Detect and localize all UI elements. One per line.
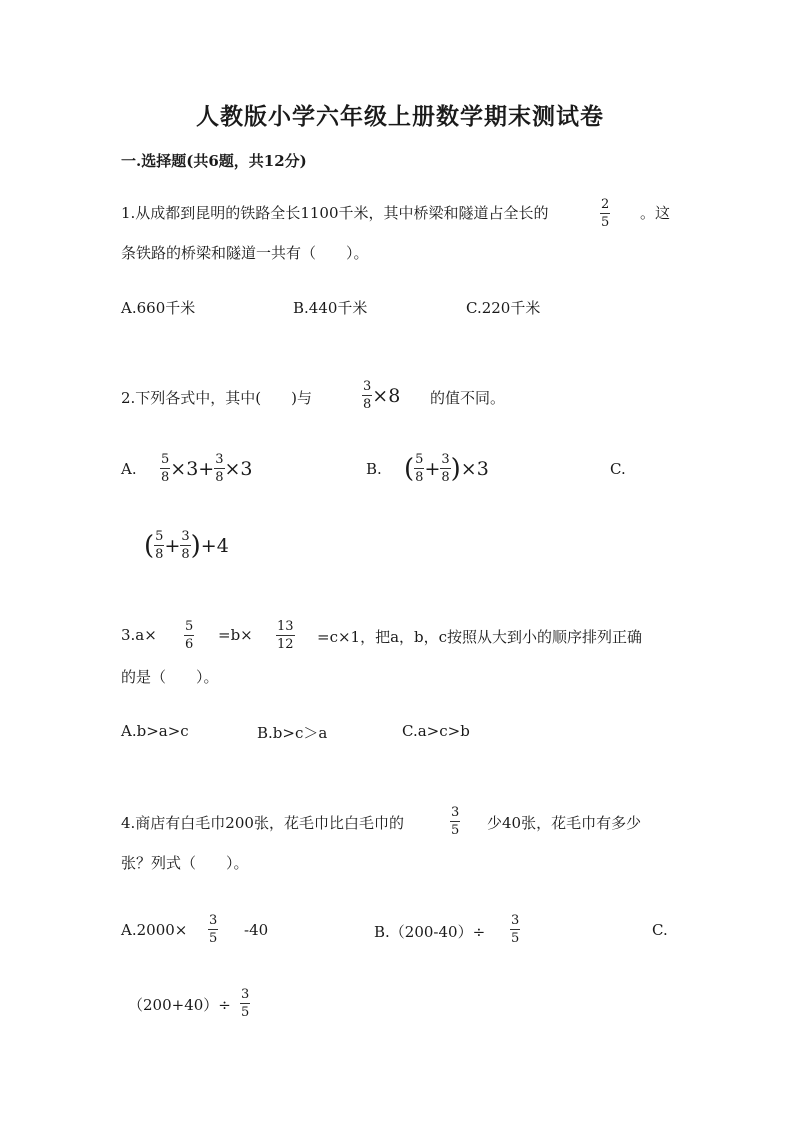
q3-option-a[interactable]: A.b>a>c [121, 722, 189, 740]
q3-option-b[interactable]: B.b>c＞a [257, 724, 328, 742]
q4-text-a: 4.商店有白毛巾200张，花毛巾比白毛巾的 [121, 814, 404, 832]
close-paren: ) [190, 530, 201, 561]
q4-option-b-pre[interactable]: B.（200-40）÷ [374, 923, 486, 941]
q4-option-a-pre[interactable]: A.2000× [121, 921, 188, 939]
fraction-denominator: 8 [363, 397, 372, 412]
fraction-denominator: 5 [209, 931, 218, 946]
fraction-numerator: 13 [277, 619, 294, 634]
q4-option-c-pre[interactable]: （200+40）÷ [128, 996, 231, 1014]
fraction-numerator: 3 [215, 452, 224, 467]
q2-option-a-label[interactable]: A. [121, 460, 137, 478]
fraction-numerator: 3 [181, 529, 190, 544]
open-paren: ( [404, 453, 415, 484]
q1-text-line1: 1.从成都到昆明的铁路全长1100千米，其中桥梁和隧道占全长的 [121, 204, 549, 222]
q3-fraction-2 [276, 620, 295, 651]
close-paren: ) [450, 453, 461, 484]
q2-option-b-expr[interactable] [404, 453, 489, 484]
fraction-numerator: 5 [161, 452, 170, 467]
expr-part: ×3+ [170, 457, 215, 480]
q3-fraction-1 [184, 620, 194, 651]
q1-fraction [600, 198, 610, 229]
fraction-numerator: 3 [441, 452, 450, 467]
q3-text-d: 的是（ ）。 [121, 668, 219, 686]
fraction-denominator: 8 [415, 470, 424, 485]
q4-text-c: 张？列式（ ）。 [121, 854, 249, 872]
fraction-denominator: 5 [451, 823, 460, 838]
q3-text-b: =b× [218, 626, 253, 644]
fraction [600, 198, 610, 229]
fraction-numerator: 3 [209, 913, 218, 928]
fraction-denominator: 12 [277, 637, 294, 652]
fraction-numerator: 5 [155, 529, 164, 544]
fraction-denominator: 5 [601, 215, 610, 230]
fraction-numerator: 3 [241, 987, 250, 1002]
q4-option-c-fraction [240, 988, 250, 1019]
fraction-denominator: 5 [241, 1005, 250, 1020]
fraction-denominator: 6 [185, 637, 194, 652]
fraction-numerator: 3 [511, 913, 520, 928]
expr-part: +4 [200, 534, 229, 557]
q2-expression [362, 380, 400, 411]
plus-sign: + [424, 457, 441, 480]
q4-option-a-fraction [208, 914, 218, 945]
q2-option-b-label[interactable]: B. [366, 460, 382, 478]
fraction-numerator: 5 [415, 452, 424, 467]
fraction-denominator: 8 [441, 470, 450, 485]
section-heading: 一.选择题(共6题，共12分) [121, 152, 307, 170]
expr-part: ×3 [460, 457, 489, 480]
q4-option-a-post: -40 [244, 921, 269, 939]
fraction-denominator: 8 [181, 547, 190, 562]
q3-text-a: 3.a× [121, 626, 157, 644]
fraction-denominator: 5 [511, 931, 520, 946]
fraction-denominator: 8 [215, 470, 224, 485]
fraction-denominator: 8 [161, 470, 170, 485]
q3-text-c: =c×1，把a，b，c按照从大到小的顺序排列正确 [317, 628, 643, 646]
q1-text-tail: 。这 [640, 204, 671, 222]
fraction-numerator: 2 [601, 197, 610, 212]
q1-option-c[interactable]: C.220千米 [466, 299, 541, 317]
fraction-denominator: 8 [155, 547, 164, 562]
expr-part: ×3 [224, 457, 253, 480]
open-paren: ( [144, 530, 155, 561]
expr-tail: ×8 [372, 384, 401, 407]
q2-text-a: 2.下列各式中，其中( )与 [121, 389, 313, 407]
q1-text-line2: 条铁路的桥梁和隧道一共有（ ）。 [121, 244, 369, 262]
q4-option-b-fraction [510, 914, 520, 945]
q2-option-c-label[interactable]: C. [610, 460, 626, 478]
fraction-numerator: 5 [185, 619, 194, 634]
q1-option-a[interactable]: A.660千米 [121, 299, 196, 317]
q1-option-b[interactable]: B.440千米 [293, 299, 368, 317]
fraction-numerator: 3 [363, 379, 372, 394]
q2-option-a-expr[interactable] [160, 453, 253, 484]
plus-sign: + [164, 534, 181, 557]
page-title: 人教版小学六年级上册数学期末测试卷 [196, 103, 604, 130]
fraction-numerator: 3 [451, 805, 460, 820]
q4-fraction [450, 806, 460, 837]
q2-option-c-expr[interactable] [144, 530, 229, 561]
q4-text-b: 少40张，花毛巾有多少 [487, 814, 642, 832]
q4-option-c-label[interactable]: C. [652, 921, 668, 939]
q3-option-c[interactable]: C.a>c>b [402, 722, 470, 740]
q2-text-b: 的值不同。 [430, 389, 506, 407]
